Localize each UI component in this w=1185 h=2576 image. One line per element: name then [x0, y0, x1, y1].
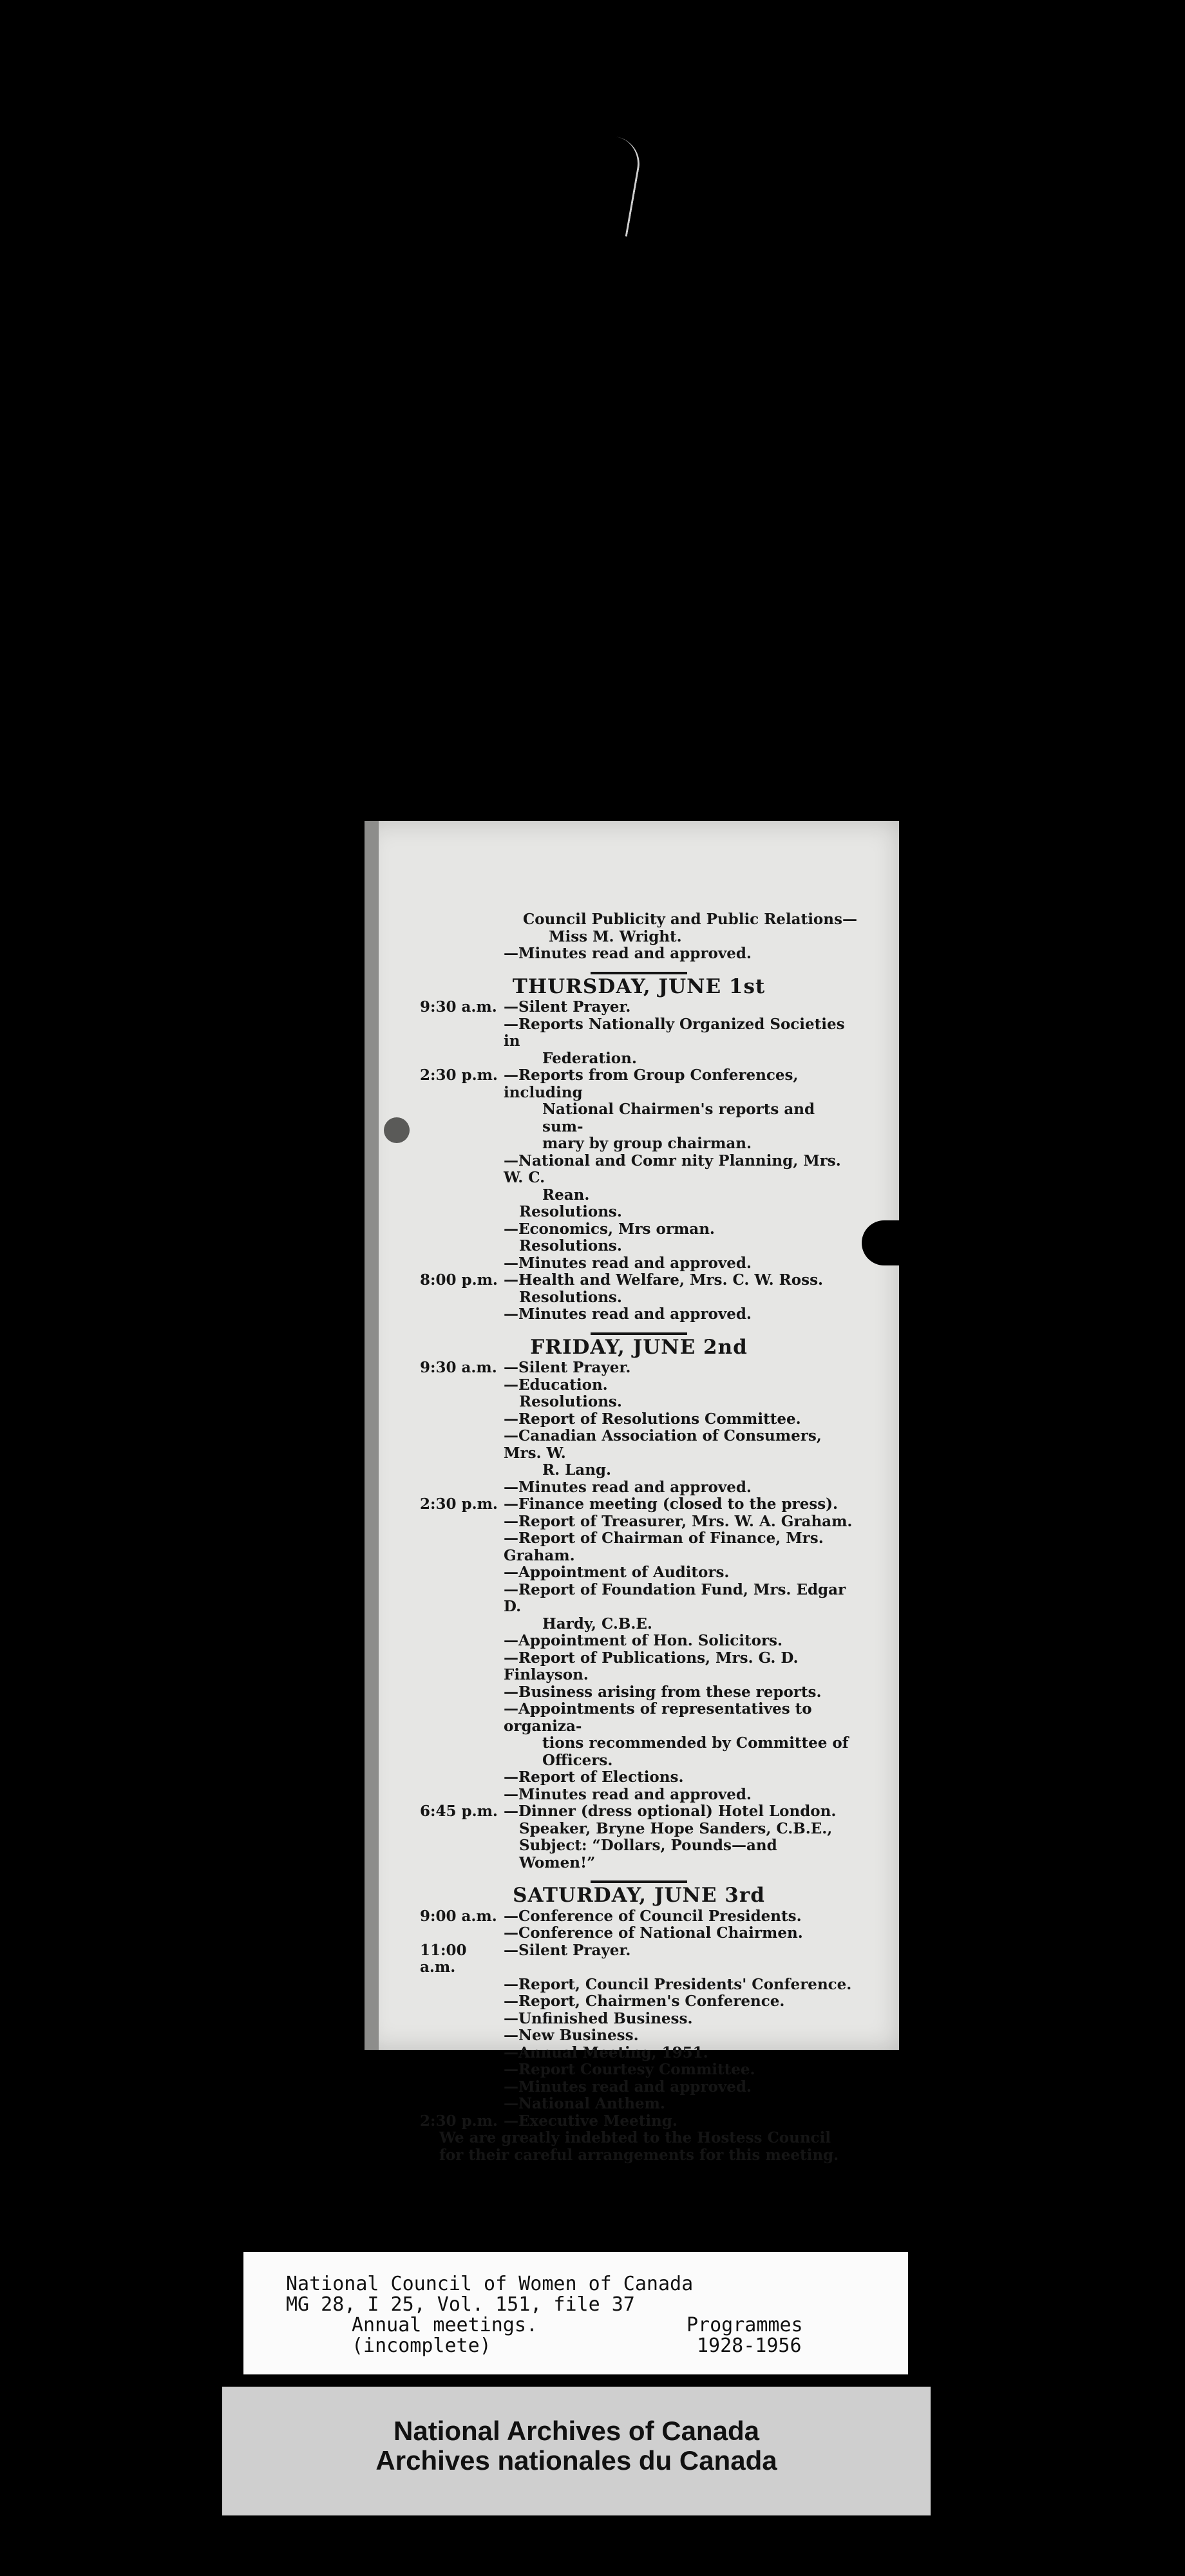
- entry-time: [420, 1289, 504, 1307]
- entry-time: [420, 2045, 504, 2062]
- entry-line: —Minutes read and approved.: [504, 1254, 752, 1272]
- top-line: Miss M. Wright.: [549, 927, 682, 945]
- torn-notch: [862, 1220, 900, 1265]
- entry-item: [504, 1976, 858, 1994]
- entry-item: [504, 1993, 858, 2011]
- entry-line: —Report Courtesy Committee.: [504, 2061, 755, 2078]
- entry-time: [420, 1016, 504, 1068]
- entry-line: —Minutes read and approved.: [504, 1305, 752, 1323]
- top-line: Council Publicity and Public Relations—: [523, 911, 857, 928]
- entry-time: 2:30 p.m.: [420, 1495, 498, 1513]
- film-scratch: [600, 137, 643, 236]
- entry-line: —National and Comr nity Planning, Mrs. W. C.: [504, 1151, 841, 1186]
- entry-item: [504, 1272, 858, 1289]
- entry-line: Subject: “Dollars, Pounds—and Women!”: [519, 1837, 777, 1871]
- entry-item: [504, 1479, 858, 1497]
- entry-item: [504, 1803, 858, 1821]
- entry-time: [420, 1394, 504, 1411]
- top-line: —Minutes read and approved.: [504, 945, 752, 962]
- programme-entry: [420, 1701, 858, 1769]
- archive-name-french: Archives nationales du Canada: [375, 2445, 777, 2476]
- programme-entry: [420, 2079, 858, 2096]
- programme-entry: [420, 1428, 858, 1479]
- entry-line: —Appointment of Auditors.: [504, 1564, 730, 1581]
- entry-time: 2:30 p.m.: [420, 1066, 498, 1084]
- page-edge: [365, 821, 379, 2050]
- programme-entry: [420, 1925, 858, 1942]
- entry-line: —Unfinished Business.: [504, 2009, 693, 2027]
- programme-entry: [420, 2096, 858, 2113]
- programme-entry: [420, 1067, 858, 1153]
- entry-item: [504, 1582, 858, 1633]
- programme-entry: [420, 1769, 858, 1786]
- entry-item: [504, 1359, 858, 1377]
- entry-item: [504, 2079, 858, 2096]
- entry-item: [504, 2045, 858, 2062]
- entry-time: [420, 1925, 504, 1942]
- programme-entry: [420, 1803, 858, 1821]
- entry-line: Resolutions.: [519, 1393, 622, 1410]
- entry-item: [504, 1513, 858, 1531]
- entry-line: —Minutes read and approved.: [504, 1478, 752, 1496]
- entry-time: [420, 1306, 504, 1323]
- entry-item: [504, 1821, 858, 1838]
- entry-line: —Report of Chairman of Finance, Mrs. Graham.: [504, 1530, 824, 1564]
- archive-label-card: [243, 2252, 908, 2374]
- entry-item: [504, 1769, 858, 1786]
- entry-item: [504, 1306, 858, 1323]
- entry-line: Officers.: [542, 1751, 613, 1769]
- entry-line: —Finance meeting (closed to the press).: [504, 1495, 839, 1513]
- entry-line: —Education.: [504, 1376, 608, 1394]
- entry-item: [504, 1394, 858, 1411]
- entry-line: —Report, Council Presidents' Conference.: [504, 1975, 852, 1993]
- programme-entry: [420, 1786, 858, 1804]
- day-sections: [420, 972, 858, 2130]
- entry-time: [420, 1255, 504, 1273]
- entry-item: [504, 1153, 858, 1204]
- entry-line: —Report of Foundation Fund, Mrs. Edgar D.: [504, 1580, 846, 1615]
- programme-entry: [420, 1564, 858, 1582]
- entry-time: [420, 1976, 504, 1994]
- entry-time: [420, 1204, 504, 1221]
- entry-line: Federation.: [542, 1049, 637, 1067]
- stain-spot: [384, 1117, 410, 1143]
- entry-time: [420, 1411, 504, 1428]
- label-line: Annual meetings.: [352, 2314, 538, 2336]
- entry-time: [420, 2061, 504, 2079]
- entry-line: —New Business.: [504, 2027, 639, 2044]
- programme-entry: [420, 1377, 858, 1394]
- programme-page: [365, 821, 899, 2164]
- programme-entry: [420, 1289, 858, 1307]
- programme-entry: [420, 1221, 858, 1238]
- entry-line: —Executive Meeting.: [504, 2112, 678, 2130]
- entry-time: [420, 2011, 504, 2028]
- entry-line: —Report of Treasurer, Mrs. W. A. Graham.: [504, 1512, 853, 1530]
- entry-time: [420, 1377, 504, 1394]
- entry-time: [420, 2027, 504, 2045]
- entry-line: —Silent Prayer.: [504, 998, 631, 1016]
- programme-entry: [420, 1359, 858, 1377]
- entry-item: [504, 1837, 858, 1871]
- entry-line: —Appointment of Hon. Solicitors.: [504, 1632, 783, 1649]
- entry-line: —Conference of National Chairmen.: [504, 1924, 803, 1942]
- entry-line: —Minutes read and approved.: [504, 1785, 752, 1803]
- programme-entry: [420, 1633, 858, 1650]
- entry-line: —Economics, Mrs orman.: [504, 1220, 715, 1238]
- programme-entry: [420, 1942, 858, 1976]
- entry-line: —Health and Welfare, Mrs. C. W. Ross.: [504, 1271, 824, 1289]
- entry-item: [504, 1289, 858, 1307]
- entry-item: [504, 2096, 858, 2113]
- programme-entry: [420, 1908, 858, 1926]
- entry-item: [504, 1377, 858, 1394]
- programme-entry: [420, 1153, 858, 1204]
- archive-stamp-card: [222, 2387, 931, 2515]
- entry-item: [504, 1908, 858, 1926]
- closing-line: We are greatly indebted to the Hostess Council: [439, 2129, 831, 2146]
- entry-item: [504, 1633, 858, 1650]
- entry-line: mary by group chairman.: [542, 1135, 752, 1152]
- entry-line: National Chairmen's reports and sum-: [542, 1101, 815, 1135]
- entry-item: [504, 1496, 858, 1513]
- programme-entry: [420, 1016, 858, 1068]
- entry-line: —Minutes read and approved.: [504, 2078, 752, 2096]
- entry-line: Speaker, Bryne Hope Sanders, C.B.E.,: [519, 1819, 833, 1837]
- programme-entry: [420, 1479, 858, 1497]
- day-heading: SATURDAY, JUNE 3rd: [513, 1884, 765, 1907]
- entry-time: [420, 1786, 504, 1804]
- label-line: Programmes: [687, 2314, 803, 2336]
- entry-line: —Report of Resolutions Committee.: [504, 1410, 801, 1428]
- entry-item: [504, 1016, 858, 1068]
- section-rule: [591, 972, 687, 974]
- entry-line: —Appointments of representatives to organiza-: [504, 1700, 812, 1735]
- programme-entry: [420, 1993, 858, 2011]
- entry-time: [420, 2096, 504, 2113]
- programme-entry: [420, 1255, 858, 1273]
- entry-time: [420, 2079, 504, 2096]
- programme-entry: [420, 1976, 858, 1994]
- entry-item: [504, 1067, 858, 1153]
- entry-line: tions recommended by Committee of: [542, 1734, 849, 1752]
- programme-entry: [420, 1684, 858, 1701]
- section-rule: [591, 1332, 687, 1335]
- entry-item: [504, 1255, 858, 1273]
- entry-time: 11:00 a.m.: [420, 1941, 467, 1976]
- programme-entry: [420, 2011, 858, 2028]
- entry-line: —Canadian Association of Consumers, Mrs. W.: [504, 1427, 822, 1462]
- entry-line: —Report of Elections.: [504, 1768, 684, 1786]
- entry-line: Hardy, C.B.E.: [542, 1615, 652, 1633]
- entry-time: [420, 1428, 504, 1479]
- entry-line: Rean.: [542, 1186, 590, 1204]
- entry-time: 9:30 a.m.: [420, 1359, 497, 1376]
- section-rule: [591, 1880, 687, 1883]
- entry-time: [420, 1153, 504, 1204]
- programme-entry: [420, 2061, 858, 2079]
- archive-name-english: National Archives of Canada: [393, 2416, 759, 2446]
- entry-time: [420, 1582, 504, 1633]
- entry-time: [420, 1701, 504, 1769]
- entry-line: —Silent Prayer.: [504, 1359, 631, 1376]
- entry-item: [504, 2027, 858, 2045]
- entry-time: [420, 1530, 504, 1564]
- label-line: (incomplete): [352, 2334, 491, 2357]
- entry-item: [504, 1238, 858, 1255]
- entry-item: [504, 1786, 858, 1804]
- programme-entry: [420, 1306, 858, 1323]
- programme-entry: [420, 2045, 858, 2062]
- entry-item: [504, 1204, 858, 1221]
- entry-time: 9:00 a.m.: [420, 1907, 497, 1925]
- entry-line: —Dinner (dress optional) Hotel London.: [504, 1803, 837, 1820]
- programme-entry: [420, 1530, 858, 1564]
- day-heading: THURSDAY, JUNE 1st: [512, 974, 766, 998]
- programme-entry: [420, 1821, 858, 1838]
- programme-entry: [420, 1496, 858, 1513]
- entry-time: [420, 1238, 504, 1255]
- entry-time: [420, 1821, 504, 1838]
- entry-item: [504, 1428, 858, 1479]
- entry-item: [504, 1411, 858, 1428]
- entry-time: [420, 1993, 504, 2011]
- programme-entry: [420, 1204, 858, 1221]
- closing-line: for their careful arrangements for this meeting.: [439, 2146, 839, 2164]
- entry-time: [420, 1479, 504, 1497]
- entry-line: —National Anthem.: [504, 2095, 665, 2112]
- entry-item: [504, 1221, 858, 1238]
- entry-item: [504, 2011, 858, 2028]
- entry-item: [504, 1701, 858, 1769]
- label-line: National Council of Women of Canada: [286, 2273, 694, 2295]
- entry-item: [504, 1650, 858, 1684]
- programme-entry: [420, 1582, 858, 1633]
- entry-time: 2:30 p.m.: [420, 2112, 498, 2130]
- programme-entry: [420, 2027, 858, 2045]
- entry-item: [504, 1925, 858, 1942]
- entry-time: [420, 1221, 504, 1238]
- programme-entry: [420, 1650, 858, 1684]
- entry-time: [420, 1650, 504, 1684]
- entry-time: [420, 1837, 504, 1871]
- programme-entry: [420, 1272, 858, 1289]
- entry-time: 6:45 p.m.: [420, 1803, 498, 1820]
- entry-line: Resolutions.: [519, 1203, 622, 1220]
- programme-entry: [420, 999, 858, 1016]
- entry-item: [504, 1564, 858, 1582]
- entry-line: —Report of Publications, Mrs. G. D. Finlayson.: [504, 1649, 799, 1683]
- day-heading: FRIDAY, JUNE 2nd: [530, 1335, 748, 1359]
- programme-entry: [420, 1411, 858, 1428]
- programme-entry: [420, 1837, 858, 1871]
- entry-line: —Business arising from these reports.: [504, 1683, 822, 1701]
- entry-item: [504, 2061, 858, 2079]
- entry-item: [504, 1530, 858, 1564]
- entry-line: Resolutions.: [519, 1237, 622, 1255]
- entry-line: —Conference of Council Presidents.: [504, 1907, 802, 1925]
- programme-text: [420, 911, 858, 2164]
- entry-line: —Reports from Group Conferences, including: [504, 1066, 799, 1101]
- programme-entry: [420, 1394, 858, 1411]
- entry-line: Resolutions.: [519, 1288, 622, 1306]
- entry-time: [420, 1513, 504, 1531]
- entry-line: —Reports Nationally Organized Societies in: [504, 1015, 845, 1050]
- programme-entry: [420, 1513, 858, 1531]
- entry-time: 9:30 a.m.: [420, 998, 497, 1016]
- label-line: 1928-1956: [697, 2334, 802, 2357]
- entry-item: [504, 999, 858, 1016]
- entry-line: —Annual Meeting, 1951.: [504, 2043, 708, 2061]
- entry-item: [504, 1942, 858, 1976]
- entry-time: [420, 1564, 504, 1582]
- entry-item: [504, 2113, 858, 2130]
- entry-line: R. Lang.: [542, 1461, 612, 1479]
- entry-time: [420, 1769, 504, 1786]
- entry-time: [420, 1684, 504, 1701]
- entry-time: [420, 1633, 504, 1650]
- entry-line: —Report, Chairmen's Conference.: [504, 1993, 785, 2010]
- entry-line: —Silent Prayer.: [504, 1941, 631, 1959]
- entry-time: 8:00 p.m.: [420, 1271, 498, 1289]
- programme-entry: [420, 2113, 858, 2130]
- programme-entry: [420, 1238, 858, 1255]
- label-line: MG 28, I 25, Vol. 151, file 37: [286, 2293, 635, 2316]
- entry-item: [504, 1684, 858, 1701]
